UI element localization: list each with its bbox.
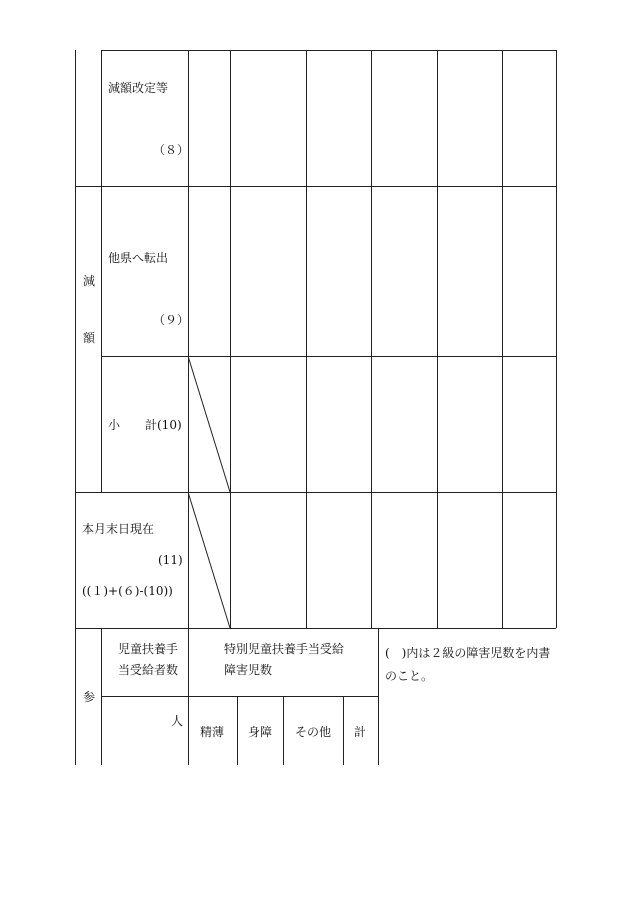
row-label-subtotal-right: 計(10) (145, 418, 182, 432)
row-number-8: （８） (153, 143, 190, 157)
row-number-9: （９） (153, 313, 190, 327)
recipients-header-line2: 当受給者数 (118, 663, 179, 677)
row-formula-month-end: ((１)+(６)-(10)) (82, 584, 173, 598)
sub-header-total: 計 (354, 725, 367, 739)
sub-header-physical: 身障 (248, 725, 273, 739)
row-label-reduction-revision: 減額改定等 (108, 81, 169, 95)
note-line2: のこと。 (385, 669, 434, 683)
row-label-subtotal-left: 小 (108, 418, 121, 432)
side-label-reduction-1: 減 (82, 274, 95, 288)
note-line1: ( )内は２級の障害児数を内書 (385, 646, 551, 660)
special-header-line2: 障害児数 (224, 663, 273, 677)
side-label-reference: 参 (82, 690, 95, 704)
special-header-line1: 特別児童扶養手当受給 (224, 642, 345, 656)
sub-header-mental: 精薄 (200, 725, 225, 739)
row-number-11: (11) (158, 553, 183, 567)
recipients-header-line1: 児童扶養手 (118, 642, 179, 656)
recipients-unit: 人 (171, 714, 184, 728)
sub-header-other: その他 (295, 725, 332, 739)
side-label-reduction-2: 額 (82, 331, 95, 345)
row-label-transfer-out: 他県へ転出 (108, 251, 169, 265)
row-label-month-end: 本月末日現在 (82, 522, 155, 536)
